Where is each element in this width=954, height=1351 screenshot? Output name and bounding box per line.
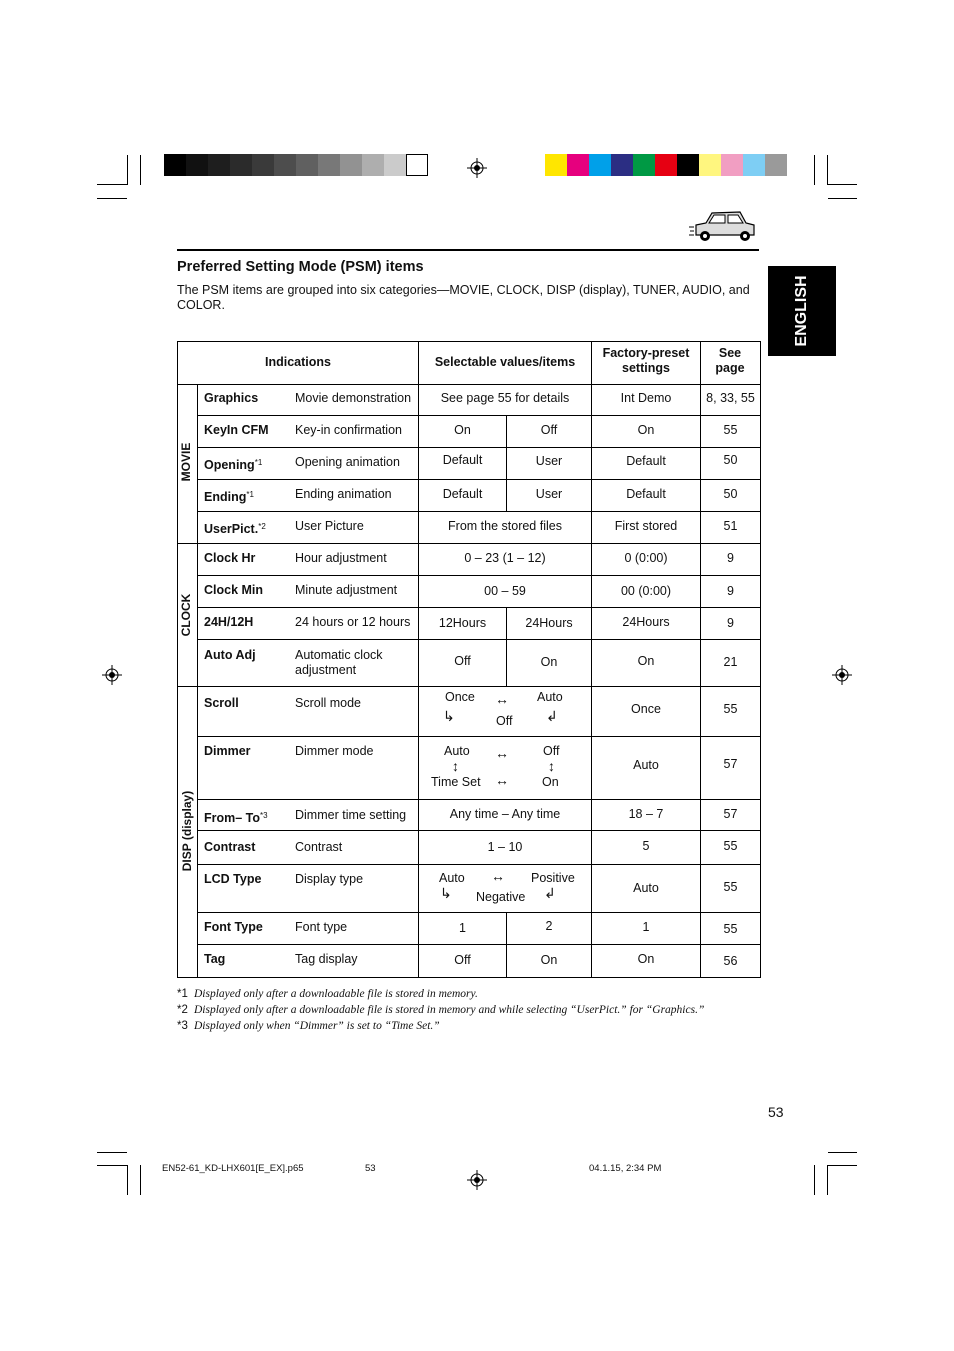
row-fonttype-page: 55 (723, 922, 738, 936)
row-tag-desc: Tag display (295, 952, 358, 966)
row-24h-v2: 24Hours (525, 616, 573, 630)
language-tab (768, 266, 836, 356)
row-autoadj-factory: On (637, 654, 655, 668)
row-contrast-name: Contrast (204, 840, 256, 854)
header-factory: Factory-preset settings (602, 346, 690, 375)
vertical-arrow-icon: ↕ (452, 758, 459, 774)
row-keyin-factory: On (637, 423, 655, 437)
crop-mark (97, 1152, 127, 1153)
row-scroll-factory: Once (631, 702, 661, 716)
row-fromto-factory: 18 – 7 (628, 807, 664, 821)
row-userpict-name: UserPict.$^{*2}$ (204, 522, 266, 536)
row-fromto-value: Any time – Any time (449, 807, 561, 821)
row-contrast-factory: 5 (642, 839, 650, 853)
category-disp: DISP (display) (180, 790, 194, 872)
row-graphics-factory: Int Demo (620, 391, 672, 405)
row-dimmer-page: 57 (723, 757, 738, 771)
print-date: 04.1.15, 2:34 PM (589, 1163, 662, 1174)
row-dimmer-d: On (542, 775, 559, 789)
row-contrast-page: 55 (723, 839, 738, 853)
row-dimmer-desc: Dimmer mode (295, 744, 374, 758)
color-swatch (252, 154, 274, 176)
loop-arrow-icon: ↲ (546, 708, 558, 724)
row-fromto-name: From– To$^{*3}$ (204, 811, 268, 825)
row-fonttype-v2: 2 (545, 919, 553, 933)
color-swatch (743, 154, 765, 176)
color-swatch (340, 154, 362, 176)
row-opening-page: 50 (723, 453, 738, 467)
row-graphics-desc: Movie demonstration (295, 391, 412, 405)
color-swatch (296, 154, 318, 176)
crop-mark (827, 1165, 828, 1195)
loop-arrow-icon: ↳ (443, 708, 455, 724)
row-dimmer-a: Auto (444, 744, 470, 758)
bidirectional-arrow-icon: ↔ (491, 868, 505, 884)
crop-mark (828, 184, 857, 185)
crop-mark (127, 155, 128, 185)
row-lcdtype-b: Positive (531, 871, 575, 885)
color-swatch (677, 154, 699, 176)
color-swatch (721, 154, 743, 176)
row-clockmin-page: 9 (727, 584, 734, 598)
language-tab-label: ENGLISH (793, 275, 810, 347)
row-autoadj-v2: On (540, 655, 558, 669)
row-autoadj-name: Auto Adj (204, 648, 256, 662)
color-swatch (545, 154, 567, 176)
registration-mark-icon (832, 665, 852, 685)
row-ending-v1: Default (442, 487, 483, 501)
color-swatch (362, 154, 384, 176)
page-number: 53 (768, 1104, 784, 1120)
row-lcdtype-desc: Display type (295, 872, 364, 886)
color-swatch (230, 154, 252, 176)
row-opening-v1: Default (442, 453, 483, 467)
row-24h-factory: 24Hours (622, 615, 670, 629)
row-fromto-page: 57 (723, 807, 738, 821)
crop-mark (140, 1165, 141, 1195)
category-clock: CLOCK (179, 593, 193, 637)
color-swatch (655, 154, 677, 176)
crop-mark (828, 198, 857, 199)
crop-mark (97, 198, 127, 199)
row-opening-v2: User (535, 454, 563, 468)
row-fonttype-v1: 1 (459, 921, 466, 935)
vertical-arrow-icon: ↕ (548, 758, 555, 774)
row-dimmer-name: Dimmer (204, 744, 251, 758)
bidirectional-arrow-icon: ↔ (495, 691, 509, 707)
print-file-name: EN52-61_KD-LHX601[E_EX].p65 (162, 1163, 304, 1174)
row-scroll-a: Once (445, 690, 475, 704)
crop-mark (814, 155, 815, 185)
row-clockmin-name: Clock Min (204, 583, 264, 597)
row-scroll-b: Auto (537, 690, 563, 704)
row-scroll-desc: Scroll mode (295, 696, 361, 710)
row-dimmer-c: Time Set (431, 775, 481, 789)
header-rule (177, 249, 759, 251)
row-scroll-name: Scroll (204, 696, 239, 710)
footnote: *3 Displayed only when “Dimmer” is set to “Time Set.” (177, 1020, 440, 1032)
row-opening-factory: Default (626, 454, 666, 468)
loop-arrow-icon: ↳ (440, 885, 452, 901)
color-swatch (318, 154, 340, 176)
row-tag-factory: On (637, 952, 655, 966)
row-userpict-page: 51 (723, 519, 738, 533)
row-tag-v1: Off (454, 953, 471, 967)
row-opening-desc: Opening animation (295, 455, 400, 469)
registration-mark-icon (102, 665, 122, 685)
section-title: Preferred Setting Mode (PSM) items (177, 259, 424, 275)
intro-paragraph: The PSM items are grouped into six categories—MOVIE, CLOCK, DISP (display), TUNER, AUDIO, and COLOR. (177, 283, 750, 312)
header-see-page: See page (715, 346, 745, 375)
row-keyin-name: KeyIn CFM (204, 423, 269, 437)
crop-mark (97, 184, 127, 185)
crop-mark (97, 1165, 127, 1166)
color-swatch (186, 154, 208, 176)
row-ending-page: 50 (723, 487, 738, 501)
row-ending-factory: Default (626, 487, 666, 501)
row-lcdtype-page: 55 (723, 880, 738, 894)
footnote: *2 Displayed only after a downloadable file is stored in memory and while selecting “UserPict.” for “Graphics.” (177, 1004, 705, 1016)
loop-arrow-icon: ↲ (544, 885, 556, 901)
row-clockhr-value: 0 – 23 (1 – 12) (464, 551, 546, 565)
registration-mark-icon (467, 158, 487, 178)
color-swatch (611, 154, 633, 176)
color-swatch (384, 154, 406, 176)
row-scroll-page: 55 (723, 702, 738, 716)
color-swatch (633, 154, 655, 176)
row-userpict-value: From the stored files (448, 519, 562, 533)
color-swatch (164, 154, 186, 176)
color-swatch (567, 154, 589, 176)
crop-mark (814, 1165, 815, 1195)
row-fonttype-desc: Font type (295, 920, 348, 934)
row-autoadj-v1: Off (454, 654, 471, 668)
row-tag-v2: On (540, 953, 558, 967)
crop-mark (140, 155, 141, 185)
row-ending-name: Ending$^{*1}$ (204, 490, 254, 504)
row-clockmin-factory: 00 (0:00) (620, 584, 672, 598)
bidirectional-arrow-icon: ↔ (495, 772, 509, 788)
row-clockhr-desc: Hour adjustment (295, 551, 387, 565)
row-ending-v2: User (535, 487, 563, 501)
header-indications: Indications (265, 355, 331, 369)
row-clockhr-name: Clock Hr (204, 551, 256, 565)
row-lcdtype-name: LCD Type (204, 872, 262, 886)
row-24h-desc: 24 hours or 12 hours (295, 615, 411, 629)
row-24h-name: 24H/12H (204, 615, 254, 629)
row-dimmer-b: Off (543, 744, 560, 758)
psm-table (177, 341, 761, 978)
row-userpict-desc: User Picture (295, 519, 364, 533)
crop-mark (828, 1152, 857, 1153)
color-swatch (406, 154, 428, 176)
row-scroll-c: Off (496, 714, 513, 728)
header-selectable: Selectable values/items (434, 355, 576, 369)
crop-mark (127, 1165, 128, 1195)
row-lcdtype-factory: Auto (633, 881, 659, 895)
row-clockmin-value: 00 – 59 (484, 584, 526, 598)
row-tag-page: 56 (723, 954, 738, 968)
row-tag-name: Tag (204, 952, 226, 966)
color-swatch (765, 154, 787, 176)
car-icon (688, 205, 760, 245)
row-24h-page: 9 (727, 616, 734, 630)
color-swatch (589, 154, 611, 176)
row-opening-name: Opening$^{*1}$ (204, 458, 263, 472)
row-ending-desc: Ending animation (295, 487, 392, 501)
row-keyin-v1: On (454, 423, 471, 437)
row-dimmer-factory: Auto (633, 758, 659, 772)
color-swatch (699, 154, 721, 176)
bidirectional-arrow-icon: ↔ (495, 745, 509, 761)
row-keyin-page: 55 (723, 423, 738, 437)
color-swatch (208, 154, 230, 176)
footnote: *1 Displayed only after a downloadable file is stored in memory. (177, 988, 478, 1000)
row-autoadj-desc: Automatic clock adjustment (295, 648, 383, 677)
row-lcdtype-c: Negative (476, 890, 526, 904)
row-clockhr-page: 9 (727, 551, 734, 565)
row-fonttype-factory: 1 (642, 920, 650, 934)
color-swatch (274, 154, 296, 176)
row-lcdtype-a: Auto (439, 871, 465, 885)
row-graphics-page: 8, 33, 55 (706, 391, 755, 405)
row-userpict-factory: First stored (614, 519, 678, 533)
row-graphics-value: See page 55 for details (440, 391, 570, 405)
row-clockhr-factory: 0 (0:00) (624, 551, 668, 565)
row-fonttype-name: Font Type (204, 920, 263, 934)
row-keyin-desc: Key-in confirmation (295, 423, 402, 437)
row-contrast-desc: Contrast (295, 840, 343, 854)
crop-mark (828, 1165, 857, 1166)
registration-mark-icon (467, 1170, 487, 1190)
row-contrast-value: 1 – 10 (487, 840, 523, 854)
row-24h-v1: 12Hours (438, 616, 487, 630)
row-fromto-desc: Dimmer time setting (295, 808, 407, 822)
row-graphics-name: Graphics (204, 391, 259, 405)
row-autoadj-page: 21 (723, 655, 738, 669)
category-movie: MOVIE (179, 442, 193, 482)
print-page: 53 (365, 1163, 376, 1174)
crop-mark (827, 155, 828, 185)
row-clockmin-desc: Minute adjustment (295, 583, 398, 597)
row-keyin-v2: Off (540, 423, 558, 437)
